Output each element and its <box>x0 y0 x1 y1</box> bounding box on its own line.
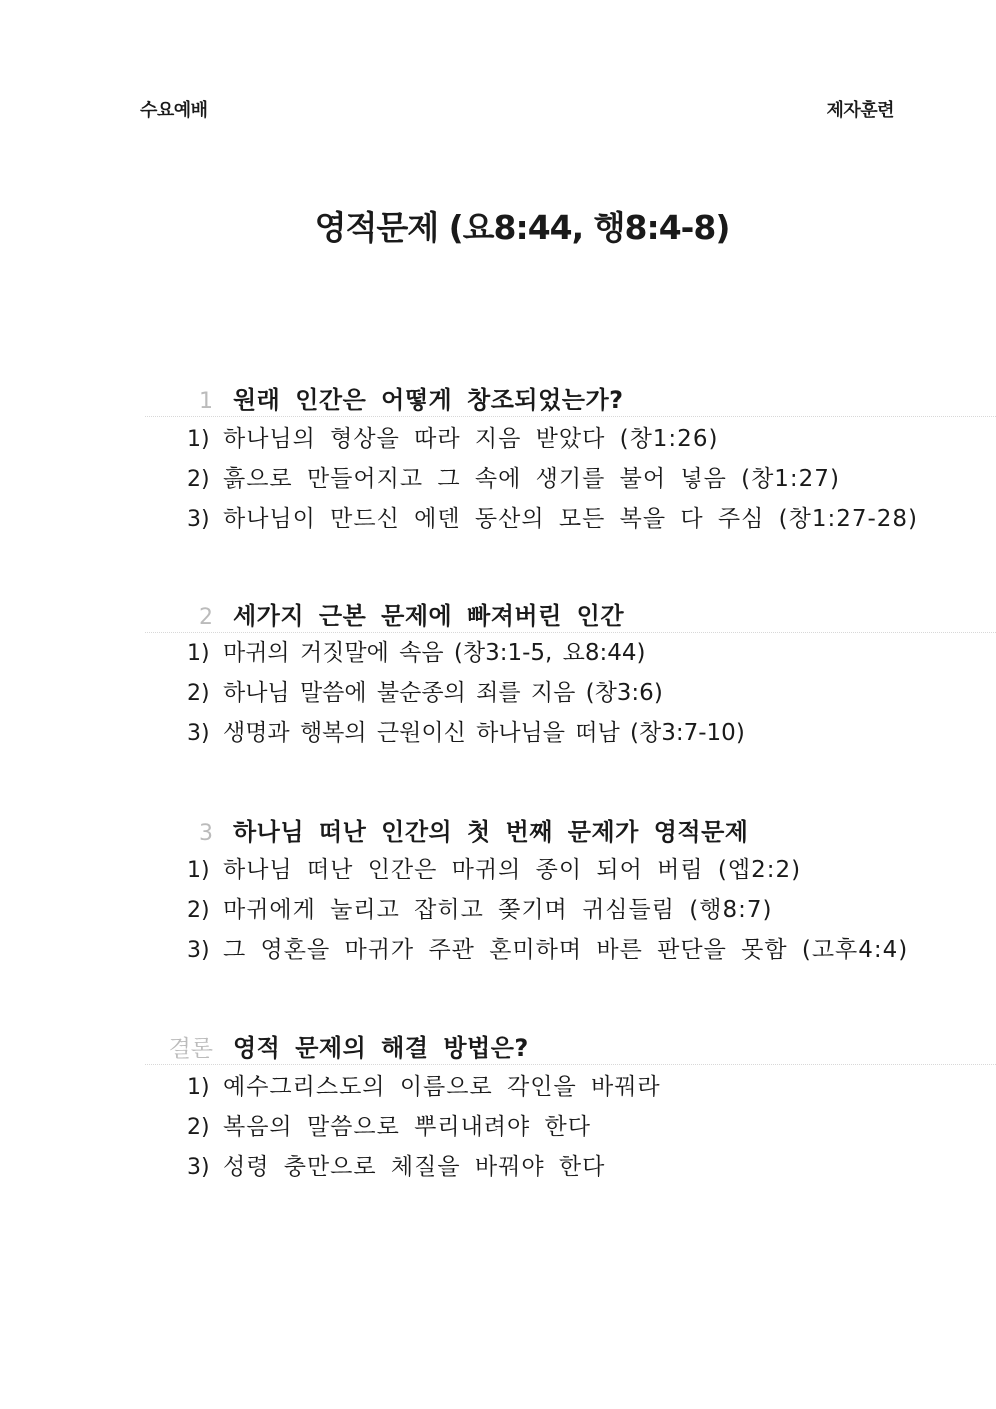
list-item-text: 성령 충만으로 체질을 바꿔야 한다 <box>223 1154 606 1180</box>
section-2 <box>145 596 996 753</box>
section-heading-text: 원래 인간은 어떻게 창조되었는가? <box>233 386 624 414</box>
list-item <box>145 1147 996 1187</box>
list-item-number: 1) <box>187 858 210 883</box>
section-heading <box>145 812 996 848</box>
section-heading-text: 세가지 근본 문제에 빠져버린 인간 <box>233 602 624 630</box>
section-number: 결론 <box>168 1036 213 1062</box>
list-item <box>145 419 996 459</box>
section-heading-text: 하나님 떠난 인간의 첫 번째 문제가 영적문제 <box>233 818 749 846</box>
list-item-number: 2) <box>187 898 210 923</box>
list-item <box>145 930 996 970</box>
section-number: 2 <box>199 605 213 630</box>
list-item-text: 하나님이 만드신 에덴 동산의 모든 복을 다 주심 (창1:27-28) <box>223 506 919 532</box>
header-right-label: 제자훈련 <box>826 100 894 121</box>
section-list <box>145 850 996 970</box>
section-number: 1 <box>199 389 213 414</box>
list-item-number: 2) <box>187 1115 210 1140</box>
section-3 <box>145 812 996 970</box>
section-heading <box>145 1028 996 1065</box>
header-left-label: 수요예배 <box>140 100 208 121</box>
section-heading <box>145 380 996 417</box>
list-item <box>145 673 996 713</box>
list-item-text: 생명과 행복의 근원이신 하나님을 떠남 (창3:7-10) <box>223 720 745 746</box>
list-item-number: 2) <box>187 467 210 492</box>
list-item <box>145 459 996 499</box>
list-item-text: 하나님의 형상을 따라 지음 받았다 (창1:26) <box>223 426 719 452</box>
section-number: 3 <box>199 821 213 846</box>
section-list <box>145 419 996 539</box>
list-item <box>145 890 996 930</box>
list-item-text: 하나님 떠난 인간은 마귀의 종이 되어 버림 (엡2:2) <box>223 857 802 883</box>
list-item-number: 3) <box>187 721 210 746</box>
list-item <box>145 850 996 890</box>
section-heading-text: 영적 문제의 해결 방법은? <box>233 1034 529 1062</box>
list-item-number: 1) <box>187 427 210 452</box>
list-item-text: 흙으로 만들어지고 그 속에 생기를 불어 넣음 (창1:27) <box>223 466 840 492</box>
section-conclusion <box>145 1028 996 1187</box>
section-heading <box>145 596 996 633</box>
list-item <box>145 1107 996 1147</box>
list-item-text: 그 영혼을 마귀가 주관 혼미하며 바른 판단을 못함 (고후4:4) <box>223 937 909 963</box>
section-list <box>145 633 996 753</box>
list-item <box>145 1067 996 1107</box>
list-item-text: 마귀의 거짓말에 속음 (창3:1-5, 요8:44) <box>223 640 646 666</box>
section-1 <box>145 380 996 539</box>
list-item-number: 1) <box>187 641 210 666</box>
list-item <box>145 499 996 539</box>
list-item <box>145 713 996 753</box>
list-item-text: 하나님 말씀에 불순종의 죄를 지음 (창3:6) <box>223 680 663 706</box>
list-item-text: 예수그리스도의 이름으로 각인을 바꿔라 <box>223 1074 661 1100</box>
list-item-number: 3) <box>187 938 210 963</box>
list-item-text: 마귀에게 눌리고 잡히고 쫒기며 귀심들림 (행8:7) <box>223 897 773 923</box>
section-list <box>145 1067 996 1187</box>
list-item-text: 복음의 말씀으로 뿌리내려야 한다 <box>223 1114 591 1140</box>
list-item <box>145 633 996 673</box>
page-title: 영적문제 (요8:44, 행8:4-8) <box>314 208 730 247</box>
list-item-number: 1) <box>187 1075 210 1100</box>
list-item-number: 3) <box>187 507 210 532</box>
list-item-number: 2) <box>187 681 210 706</box>
list-item-number: 3) <box>187 1155 210 1180</box>
